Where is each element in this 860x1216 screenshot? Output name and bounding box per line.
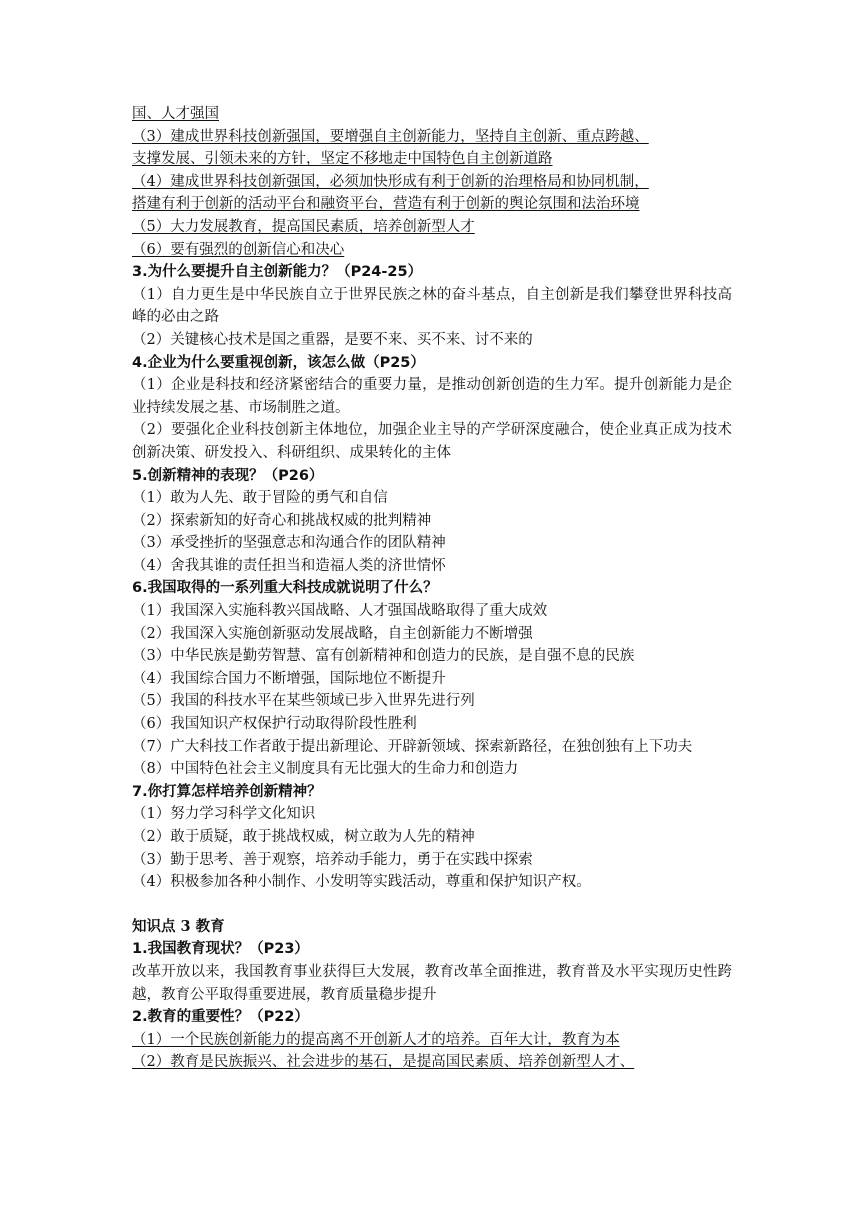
question-heading: 6.我国取得的一系列重大科技成就说明了什么？	[132, 580, 438, 597]
answer-item: （1）企业是科技和经济紧密结合的重要力量，是推动创新创造的生力军。提升创新能力是企业持续发展之基、市场制胜之道。	[132, 377, 732, 416]
answer-item: （3）勤于思考、善于观察，培养动手能力，勇于在实践中探索	[132, 851, 533, 868]
answer-item: （5）我国的科技水平在某些领域已步入世界先进行列	[132, 693, 475, 710]
question-heading: 7.你打算怎样培养创新精神？	[132, 783, 322, 800]
answer-item: （4）舍我其谁的责任担当和造福人类的济世情怀	[132, 557, 446, 574]
question-heading: 3.为什么要提升自主创新能力？（P24-25）	[132, 264, 423, 281]
question-heading: 2.教育的重要性？（P22）	[132, 1009, 309, 1026]
document-page	[132, 103, 732, 1074]
question-heading: 4.企业为什么要重视创新，该怎么做（P25）	[132, 354, 425, 371]
question-heading: 5.创新精神的表现？（P26）	[132, 467, 324, 484]
answer-item: （1）我国深入实施科教兴国战略、人才强国战略取得了重大成效	[132, 603, 548, 620]
top-line: 国、人才强国	[132, 106, 219, 122]
answer-item: （1）努力学习科学文化知识	[132, 806, 316, 823]
answer-item: （1）一个民族创新能力的提高离不开创新人才的培养。百年大计，教育为本	[132, 1031, 620, 1048]
answer-item: （6）我国知识产权保护行动取得阶段性胜利	[132, 716, 417, 733]
answer-item: （3）中华民族是勤劳智慧、富有创新精神和创造力的民族，是自强不息的民族	[132, 648, 635, 665]
answer-item: （2）要强化企业科技创新主体地位，加强企业主导的产学研深度融合，使企业真正成为技术创新决策、研发投入、科研组织、成果转化的主体	[132, 422, 732, 461]
answer-item: （2）敢于质疑，敢于挑战权威，树立敢为人先的精神	[132, 829, 475, 845]
question-heading: 1.我国教育现状？（P23）	[132, 941, 309, 958]
answer-item: （1）敢为人先、敢于冒险的勇气和自信	[132, 490, 388, 507]
answer-item: （2）我国深入实施创新驱动发展战略，自主创新能力不断增强	[132, 625, 533, 642]
answer-item: （1）自力更生是中华民族自立于世界民族之林的奋斗基点，自主创新是我们攀登世界科技高峰的必由之路	[132, 286, 732, 326]
top-line: 支撑发展、引领未来的方针，坚定不移地走中国特色自主创新道路	[132, 151, 553, 168]
answer-item: （3）承受挫折的坚强意志和沟通合作的团队精神	[132, 535, 446, 552]
answer-item: （7）广大科技工作者敢于提出新理论、开辟新领域、探索新路径，在独创独有上下功夫	[132, 738, 693, 755]
answer-item: （4）我国综合国力不断增强，国际地位不断提升	[132, 670, 446, 687]
top-line: （4）建成世界科技创新强国，必须加快形成有利于创新的治理格局和协同机制，	[132, 173, 649, 190]
answer-item: （2）关键核心技术是国之重器，是要不来、买不来、讨不来的	[132, 331, 533, 348]
answer-item: （8）中国特色社会主义制度具有无比强大的生命力和创造力	[132, 761, 519, 778]
answer-item: （4）积极参加各种小制作、小发明等实践活动，尊重和保护知识产权。	[132, 874, 591, 891]
answer-text: 改革开放以来，我国教育事业获得巨大发展，教育改革全面推进，教育普及水平实现历史性跨越，教育公平取得重要进展，教育质量稳步提升	[132, 963, 732, 1003]
top-line: （6）要有强烈的创新信心和决心	[132, 241, 345, 258]
answer-item: （2）教育是民族振兴、社会进步的基石，是提高国民素质、培养创新型人才、	[132, 1054, 635, 1071]
top-line: 搭建有利于创新的活动平台和融资平台，营造有利于创新的舆论氛围和法治环境	[132, 196, 640, 213]
answer-item: （2）探索新知的好奇心和挑战权威的批判精神	[132, 512, 432, 529]
top-line: （3）建成世界科技创新强国，要增强自主创新能力，坚持自主创新、重点跨越、	[132, 128, 649, 145]
top-line: （5）大力发展教育，提高国民素质，培养创新型人才	[132, 218, 475, 235]
section-heading: 知识点 3 教育	[132, 917, 225, 935]
